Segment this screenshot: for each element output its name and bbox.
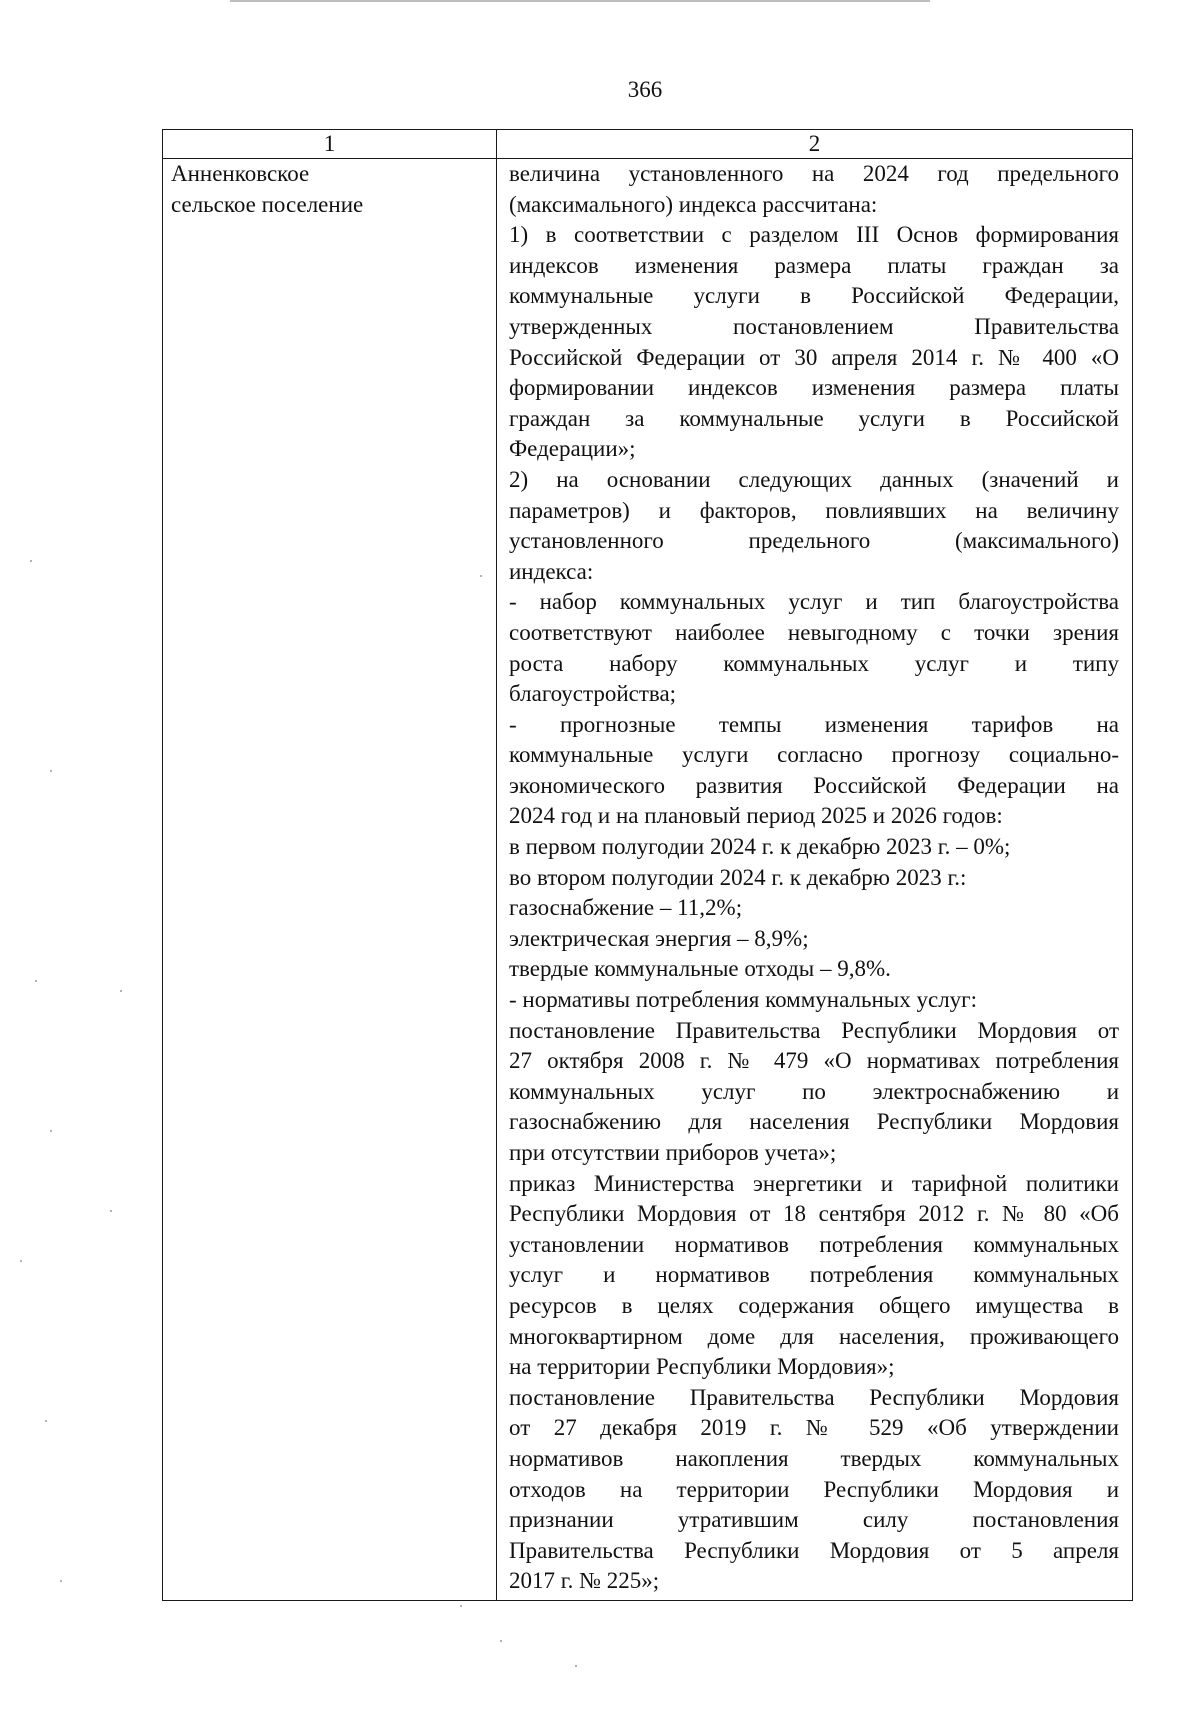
column-header-1: 1	[163, 130, 497, 159]
text-line: коммунальные услуги согласно прогнозу социально-	[509, 742, 1119, 768]
text-line: постановление Правительства Республики Мордовия от	[509, 1017, 1119, 1043]
text-line: Правительства Республики Мордовия от 5 апреля	[509, 1537, 1119, 1563]
settlement-name-cell	[163, 159, 497, 1601]
settlement-name-line: Анненковское	[171, 161, 310, 186]
scan-speck	[575, 1665, 577, 1667]
scan-speck	[30, 560, 32, 562]
scan-speck	[460, 1605, 462, 1607]
page-number: 366	[627, 77, 663, 102]
text-line: твердые коммунальные отходы – 9,8%.	[509, 956, 891, 982]
text-line: экономического развития Российской Федерации на	[509, 772, 1119, 798]
scan-speck	[120, 990, 122, 992]
text-line: параметров) и факторов, повлиявших на величину	[509, 497, 1119, 523]
text-line: электрическая энергия – 8,9%;	[509, 925, 809, 951]
table-header-row	[163, 130, 1133, 159]
text-line: при отсутствии приборов учета»;	[509, 1140, 837, 1165]
text-line: величина установленного на 2024 год предельного	[509, 161, 1119, 186]
scan-speck	[60, 1580, 62, 1582]
text-line: газоснабжению для населения Республики Мордовия	[509, 1109, 1119, 1135]
text-line: коммунальные услуги в Российской Федерации,	[509, 283, 1119, 309]
text-line: (максимального) индекса рассчитана:	[509, 191, 878, 217]
text-line: приказ Министерства энергетики и тарифной политики	[509, 1170, 1119, 1196]
text-line: от 27 декабря 2019 г. № 529 «Об утверждении	[509, 1415, 1119, 1441]
text-line: установленного предельного (максимального)	[509, 528, 1119, 554]
text-line: нормативов накопления твердых коммунальных	[509, 1445, 1119, 1471]
text-line: установлении нормативов потребления коммунальных	[509, 1231, 1119, 1257]
index-description-cell	[497, 159, 1133, 1601]
text-line: услуг и нормативов потребления коммунальных	[509, 1262, 1119, 1288]
text-line: - нормативы потребления коммунальных услуг:	[509, 987, 977, 1013]
text-line: в первом полугодии 2024 г. к декабрю 2023 г. – 0%;	[509, 834, 1011, 860]
text-line: 2017 г. № 225»;	[509, 1568, 660, 1594]
text-line: Республики Мордовия от 18 сентября 2012 г. № 80 «Об	[509, 1201, 1119, 1227]
text-line: Российской Федерации от 30 апреля 2014 г. № 400 «О	[509, 344, 1119, 370]
text-line: индексов изменения размера платы граждан за	[509, 252, 1119, 278]
text-line: - набор коммунальных услуг и тип благоустройства	[509, 589, 1119, 615]
text-line: постановление Правительства Республики Мордовия	[509, 1384, 1119, 1410]
scan-speck	[50, 770, 52, 772]
scan-speck	[50, 1130, 52, 1132]
text-line: многоквартирном доме для населения, проживающего	[509, 1323, 1119, 1349]
text-line: - прогнозные темпы изменения тарифов на	[509, 711, 1119, 737]
text-line: 2) на основании следующих данных (значений и	[509, 466, 1119, 492]
text-line: ресурсов в целях содержания общего имущества в	[509, 1292, 1119, 1318]
text-line: во втором полугодии 2024 г. к декабрю 2023 г.:	[509, 864, 967, 890]
tariff-index-table	[162, 129, 1133, 1601]
text-line: граждан за коммунальные услуги в Российской	[509, 405, 1119, 431]
scan-speck	[35, 980, 37, 982]
settlement-name-line: сельское поселение	[171, 191, 364, 217]
text-line: 2024 год и на плановый период 2025 и 2026 годов:	[509, 803, 1003, 829]
text-line: газоснабжение – 11,2%;	[509, 895, 743, 921]
table-row	[163, 159, 1133, 1601]
scan-speck	[20, 1260, 22, 1262]
text-line: индекса:	[509, 558, 594, 584]
text-line: благоустройства;	[509, 681, 677, 707]
text-line: на территории Республики Мордовия»;	[509, 1354, 895, 1380]
column-header-2: 2	[497, 130, 1133, 159]
text-line: коммунальных услуг по электроснабжению и	[509, 1078, 1119, 1104]
text-line: 27 октября 2008 г. № 479 «О нормативах потребления	[509, 1048, 1119, 1074]
text-line: признании утратившим силу постановления	[509, 1507, 1119, 1533]
text-line: Федерации»;	[509, 436, 636, 462]
text-line: соответствуют наиболее невыгодному с точки зрения	[509, 619, 1119, 645]
scan-speck	[110, 1210, 112, 1212]
scan-edge-line	[230, 0, 930, 2]
text-line: формировании индексов изменения размера платы	[509, 375, 1119, 401]
text-line: отходов на территории Республики Мордовия и	[509, 1476, 1119, 1502]
scan-speck	[480, 575, 482, 577]
scan-speck	[45, 1420, 47, 1422]
scan-speck	[500, 1640, 502, 1642]
text-line: 1) в соответствии с разделом III Основ формирования	[509, 222, 1119, 248]
text-line: утвержденных постановлением Правительства	[509, 313, 1119, 339]
text-line: роста набору коммунальных услуг и типу	[509, 650, 1119, 676]
